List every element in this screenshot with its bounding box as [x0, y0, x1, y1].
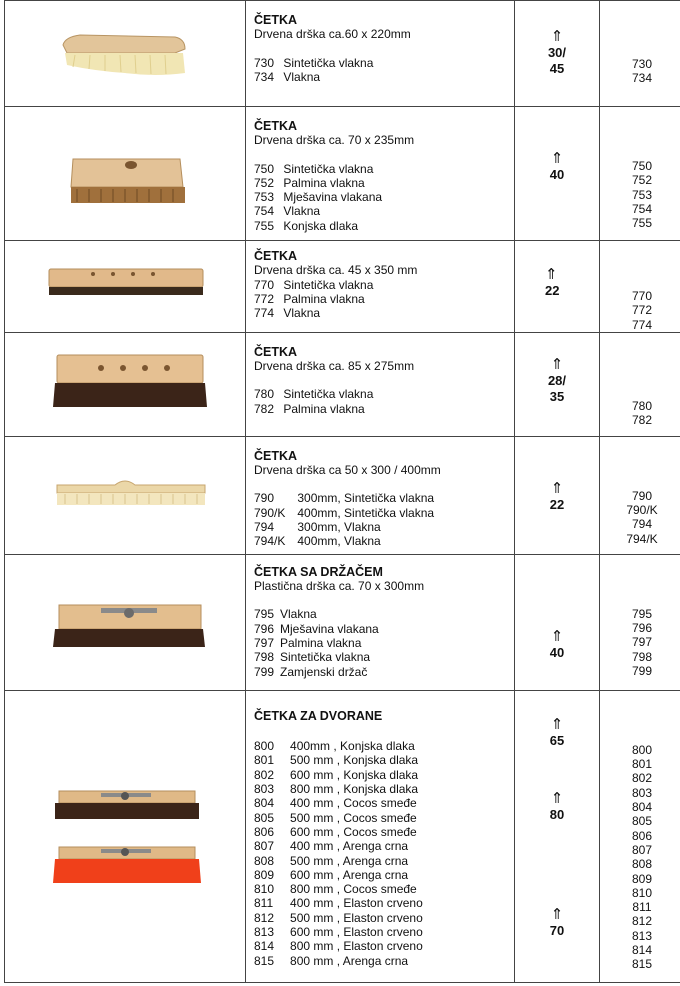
list-item: 730 Sintetička vlakna	[254, 55, 374, 70]
brush-image-795	[5, 555, 245, 691]
list-item: 809 600 mm , Arenga crna	[254, 867, 409, 882]
product-image-cell	[5, 332, 246, 436]
product-image-cell	[5, 436, 246, 554]
list-item: 796 Mješavina vlakana	[254, 621, 379, 636]
arrow-up-icon: ⇑	[550, 150, 564, 167]
product-title: ČETKA ZA DVORANE	[254, 708, 383, 723]
list-item: 794 300mm, Vlakna	[254, 520, 381, 535]
arrow-up-icon: ⇑	[550, 627, 564, 645]
list-item: 770 Sintetička vlakna	[254, 277, 374, 292]
code-column: 770 772 774	[600, 241, 680, 333]
product-description	[246, 241, 515, 333]
brush-image-790	[5, 437, 245, 555]
list-item: 801 500 mm , Konjska dlaka	[254, 753, 419, 768]
code-column: 750 752 753 754 755	[600, 107, 680, 241]
pack-quantity: ⇑ 28/ 35	[515, 332, 600, 436]
product-image-cell	[5, 554, 246, 690]
product-row	[5, 554, 680, 690]
brush-image-750	[5, 107, 245, 241]
list-item: 753 Mješavina vlakana	[254, 190, 383, 205]
product-subtitle: Drvena drška ca. 70 x 235mm	[254, 133, 415, 148]
brush-image-800	[5, 691, 245, 983]
list-item: 734 Vlakna	[254, 69, 321, 84]
list-item: 800 400mm , Konjska dlaka	[254, 739, 415, 754]
list-item: 808 500 mm , Arenga crna	[254, 853, 409, 868]
list-item: 774 Vlakna	[254, 306, 321, 321]
list-item: 813 600 mm , Elaston crveno	[254, 925, 423, 940]
list-item: 812 500 mm , Elaston crveno	[254, 910, 423, 925]
pack-quantity: ⇑ 30/ 45	[515, 1, 600, 107]
list-item: 750 Sintetička vlakna	[254, 161, 374, 176]
product-title: ČETKA	[254, 448, 298, 463]
list-item: 798 Sintetička vlakna	[254, 650, 371, 665]
product-row	[5, 241, 680, 333]
arrow-up-icon: ⇑	[550, 789, 564, 807]
list-item: 795 Vlakna	[254, 607, 317, 622]
arrow-up-icon: ⇑	[550, 28, 564, 45]
arrow-up-icon: ⇑	[550, 715, 564, 733]
arrow-up-icon: ⇑	[550, 355, 564, 373]
brush-image-730	[5, 1, 245, 107]
pack-quantity: ⇑ 40	[515, 107, 600, 241]
list-item: 755 Konjska dlaka	[254, 218, 359, 233]
product-title: ČETKA	[254, 344, 298, 359]
list-item: 754 Vlakna	[254, 204, 321, 219]
product-subtitle: Plastična drška ca. 70 x 300mm	[254, 579, 425, 594]
product-title: ČETKA	[254, 249, 298, 263]
list-item: 790/K 400mm, Sintetička vlakna	[254, 505, 435, 520]
product-description	[246, 332, 515, 436]
product-row	[5, 690, 680, 982]
list-item: 805 500 mm , Cocos smeđe	[254, 810, 417, 825]
product-row	[5, 1, 680, 107]
product-title: ČETKA	[254, 13, 298, 27]
code-column: 795 796 797 798 799	[600, 554, 680, 690]
list-item: 752 Palmina vlakna	[254, 175, 365, 190]
code-column: 790 790/K 794 794/K	[600, 436, 680, 554]
list-item: 803 800 mm , Konjska dlaka	[254, 782, 419, 797]
product-table	[4, 0, 680, 983]
product-image-cell	[5, 241, 246, 333]
product-subtitle: Drvena drška ca. 45 x 350 mm	[254, 263, 418, 278]
brush-image-770	[5, 241, 245, 331]
code-column: 800 801 802 803 804 805 806 807 808 809 810 811 812 813 814 815	[600, 690, 680, 982]
product-image-cell	[5, 1, 246, 107]
list-item: 799 Zamjenski držač	[254, 664, 368, 679]
list-item: 814 800 mm , Elaston crveno	[254, 939, 423, 954]
product-subtitle: Drvena drška ca 50 x 300 / 400mm	[254, 463, 441, 478]
product-image-cell	[5, 690, 246, 982]
product-title: ČETKA	[254, 119, 298, 133]
list-item: 815 800 mm , Arenga crna	[254, 953, 409, 968]
list-item: 782 Palmina vlakna	[254, 401, 365, 416]
list-item: 811 400 mm , Elaston crveno	[254, 896, 423, 911]
product-row	[5, 436, 680, 554]
list-item: 794/K 400mm, Vlakna	[254, 534, 381, 549]
list-item: 806 600 mm , Cocos smeđe	[254, 824, 417, 839]
list-item: 780 Sintetička vlakna	[254, 387, 374, 402]
code-column: 780 782	[600, 332, 680, 436]
code-column: 730 734	[600, 1, 680, 107]
list-item: 790 300mm, Sintetička vlakna	[254, 491, 435, 506]
product-description	[246, 436, 515, 554]
product-row	[5, 107, 680, 241]
product-row	[5, 332, 680, 436]
product-description	[246, 554, 515, 690]
list-item: 807 400 mm , Arenga crna	[254, 839, 409, 854]
pack-quantity: ⇑ 65 ⇑ 80 ⇑ 70	[515, 690, 600, 982]
list-item: 772 Palmina vlakna	[254, 291, 365, 306]
list-item: 797 Palmina vlakna	[254, 636, 362, 651]
pack-quantity: ⇑ 40	[515, 554, 600, 690]
product-description	[246, 1, 515, 107]
pack-quantity: ⇑ 22	[515, 241, 600, 333]
arrow-up-icon: ⇑	[545, 266, 558, 283]
list-item: 802 600 mm , Konjska dlaka	[254, 767, 419, 782]
pack-quantity: ⇑ 22	[515, 436, 600, 554]
arrow-up-icon: ⇑	[550, 479, 564, 497]
arrow-up-icon: ⇑	[550, 905, 564, 923]
list-item: 804 400 mm , Cocos smeđe	[254, 796, 417, 811]
product-description	[246, 690, 515, 982]
product-subtitle: Drvena drška ca.60 x 220mm	[254, 27, 411, 42]
brush-image-780	[5, 333, 245, 437]
product-description	[246, 107, 515, 241]
product-subtitle: Drvena drška ca. 85 x 275mm	[254, 359, 415, 374]
product-image-cell	[5, 107, 246, 241]
product-title: ČETKA SA DRŽAČEM	[254, 564, 383, 579]
list-item: 810 800 mm , Cocos smeđe	[254, 882, 417, 897]
